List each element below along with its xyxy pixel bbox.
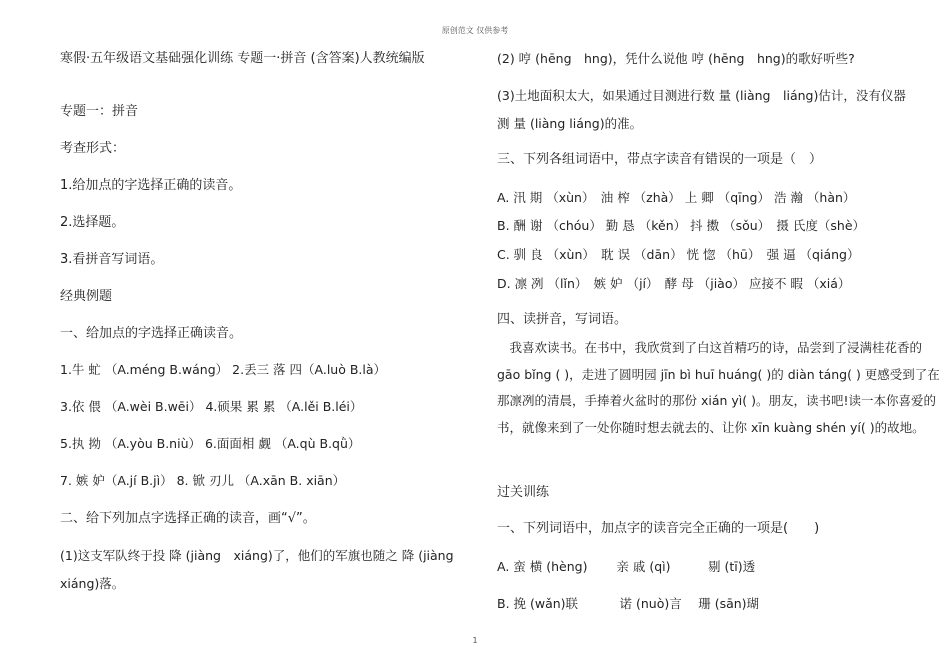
- form-item: 2.选择题。: [60, 215, 125, 230]
- page-number: 1: [472, 636, 478, 645]
- exam-form-heading: 考查形式：: [60, 141, 126, 156]
- page-header: 原创范文 仅供参考: [441, 26, 509, 35]
- form-item: 3.看拼音写词语。: [60, 252, 164, 267]
- training-1-option: A. 蛮 横 (hèng) 亲 戚 (qì) 剔 (tī)透: [497, 559, 756, 574]
- section-4-paragraph: 我喜欢读书。在书中，我欣赏到了白这首精巧的诗，品尝到了浸满桂花香的 gāo bǐng ( )，走进了圆明园 jīn bì huī huáng( )的 diàn táng( ) 更感受到了在那凛冽的清晨，手捧着火盆时的那份 xián yì( )。朋友，读书吧!读一本你喜爱的书，就像来到了一处你随时想去就去的、让你 xīn kuàng shén yí( )的故地。: [497, 340, 940, 435]
- section-4-title: 四、读拼音，写词语。: [497, 312, 628, 327]
- document-title: 寒假·五年级语文基础强化训练 专题一·拼音 (含答案)人教统编版: [60, 51, 425, 66]
- section-2-item-3: (3)土地面积太大，如果通过目测进行数 量 (liàng liáng)估计，没有仪器: [497, 88, 906, 103]
- section-2-item-3-cont: 测 量 (liàng liáng)的准。: [497, 116, 643, 131]
- section-2-title: 二、给下列加点字选择正确的读音，画“√”。: [60, 511, 316, 526]
- section-1-title: 一、给加点的字选择正确读音。: [60, 326, 243, 341]
- section-1-item: 5.执 拗 （A.yòu B.niù） 6.面面相 觑 （A.qù B.qǜ）: [60, 436, 361, 451]
- section-3-option: A. 汛 期 （xùn） 油 榨 （zhà） 上 卿 （qīng） 浩 瀚 （hàn）: [497, 190, 856, 205]
- section-1-item: 1.牛 虻 （A.méng B.wáng） 2.丢三 落 四（A.luò B.là）: [60, 362, 387, 377]
- section-2-item-2: (2) 哼 (hēng hng)，凭什么说他 哼 (hēng hng)的歌好听些?: [497, 51, 855, 66]
- training-1-option: B. 挽 (wǎn)联 诺 (nuò)言 珊 (sān)瑚: [497, 596, 760, 611]
- section-1-item: 3.依 偎 （A.wèi B.wēi） 4.硕果 累 累 （A.lěi B.léi）: [60, 399, 363, 414]
- section-2-item-1: (1)这支军队终于投 降 (jiàng xiáng)了，他们的军旗也随之 降 (jiàng: [60, 548, 454, 563]
- classic-examples-heading: 经典例题: [60, 289, 113, 304]
- section-2-item-1-cont: xiáng)落。: [60, 576, 125, 591]
- topic-heading: 专题一：拼音: [60, 104, 139, 119]
- section-1-item: 7. 嫉 妒（A.jí B.jì） 8. 锨 刃儿 （A.xān B. xiān）: [60, 473, 346, 488]
- section-3-option: B. 酬 谢 （chóu） 勤 恳 （kěn） 抖 擞 （sǒu） 摄 氏度（shè）: [497, 218, 866, 233]
- form-item: 1.给加点的字选择正确的读音。: [60, 178, 242, 193]
- pass-training-heading: 过关训练: [497, 485, 550, 500]
- section-3-option: C. 驯 良 （xùn） 耽 误 （dān） 恍 惚 （hū） 强 逼 （qiáng）: [497, 247, 860, 262]
- section-3-option: D. 凛 冽 （lǐn） 嫉 妒 （jí） 酵 母 （jiào） 应接不 暇 （xiá）: [497, 276, 851, 291]
- training-1-title: 一、下列词语中，加点字的读音完全正确的一项是( ): [497, 521, 820, 536]
- section-3-title: 三、下列各组词语中，带点字读音有错误的一项是（ ）: [497, 152, 823, 167]
